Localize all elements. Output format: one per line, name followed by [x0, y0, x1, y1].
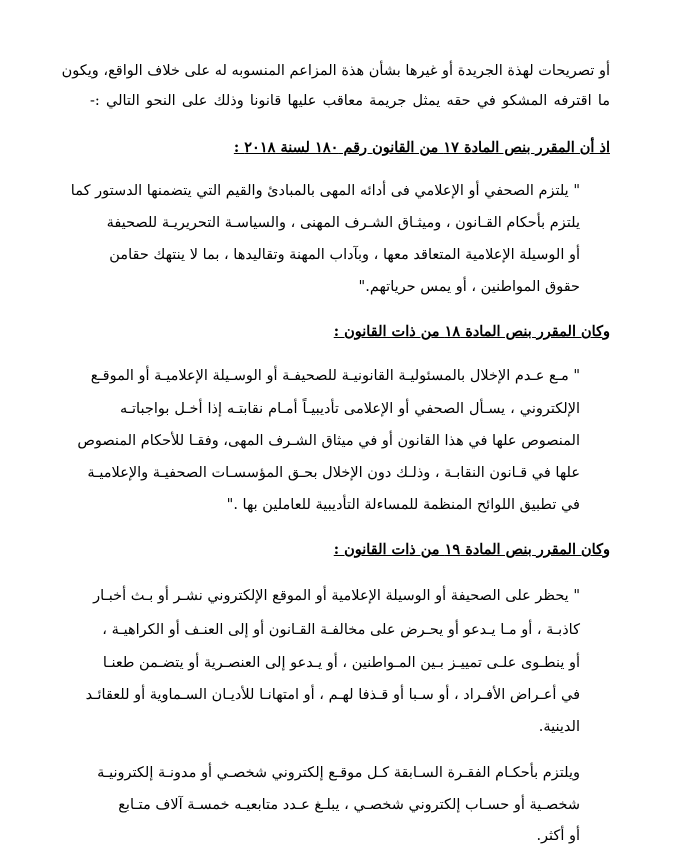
article-18-line-5: في تطبيق اللوائح المنظمة للمساءلة التأديبية للعاملين بها ." — [226, 497, 580, 513]
article-19-line-2: كاذبـة ، أو مـا يـدعو أو يحـرض على مخالفـة القـانون أو إلى العنـف أو الكراهيـة ، — [102, 622, 580, 638]
closing-line-3: أو أكثر. — [536, 828, 580, 844]
article-17-line-3: أو الوسيلة الإعلامية المتعاقد معها ، وبآداب المهنة وتقاليدها ، بما لا ينتهك حقامن — [109, 247, 580, 263]
article-19-heading: وكان المقرر بنص المادة ١٩ من ذات القانون : — [333, 541, 610, 558]
article-19-line-5: الدينية. — [538, 719, 580, 735]
article-19-line-1: " يحظر على الصحيفة أو الوسيلة الإعلامية أو الموقع الإلكتروني نشـر أو بـث أخبـار — [93, 588, 580, 604]
article-17-line-1: " يلتزم الصحفي أو الإعلامي فى أدائه المهى بالمبادئ والقيم التي يتضمنها الدستور كما — [70, 183, 580, 199]
article-17-line-2: يلتزم بأحكام القـانون ، وميثـاق الشـرف المهنى ، والسياسـة التحريريـة للصحيفة — [106, 215, 580, 231]
article-18-line-3: المنصوص علها في هذا القانون أو في ميثاق الشـرف المهى، وفقـا للأحكام المنصوص — [77, 433, 580, 449]
article-18-line-2: الإلكتروني ، يسـأل الصحفي أو الإعلامى تأديبيـاً أمـام نقابتـه إذا أخـل بواجباتـه — [120, 401, 580, 417]
intro-line-2: ما اقترفه المشكو في حقه يمثل جريمة معاقب عليها قانونا وذلك على النحو التالي :- — [90, 93, 610, 109]
article-17-line-4: حقوق المواطنين ، أو يمس حرياتهم." — [358, 279, 580, 295]
article-18-heading: وكان المقرر بنص المادة ١٨ من ذات القانون : — [333, 323, 610, 340]
article-17-heading: اذ أن المقرر بنص المادة ١٧ من القانون رقم ١٨٠ لسنة ٢٠١٨ : — [233, 139, 610, 156]
article-18-line-4: علها في قـانون النقابـة ، وذلـك دون الإخلال بحـق المؤسسـات الصحفيـة والإعلاميـة — [87, 465, 580, 481]
closing-line-1: ويلتزم بأحكـام الفقـرة السـابقة كـل موقـع إلكتروني شخصـي أو مدونـة إلكترونيـة — [97, 765, 580, 781]
article-19-line-3: أو ينطـوى علـى تمييـز بـين المـواطنين ، أو يـدعو إلى العنصـرية أو يتضـمن طعنـا — [102, 655, 580, 671]
article-19-line-4: في أعـراض الأفـراد ، أو سـبا أو قـذفا لهـم ، أو امتهانـا للأديـان السـماوية أو للعقائـد — [85, 687, 580, 703]
closing-line-2: شخصـية أو حسـاب إلكتروني شخصـي ، يبلـغ عـدد متابعيـه خمسـة آلاف متـابع — [118, 797, 580, 813]
intro-line-1: أو تصريحات لهذة الجريدة أو غيرها بشأن هذة المزاعم المنسوبه له على خلاف الواقع، ويكون — [61, 63, 610, 79]
article-18-line-1: " مـع عـدم الإخلال بالمسئوليـة القانونيـة للصحيفـة أو الوسـيلة الإعلاميـة أو الموقـع — [90, 368, 580, 384]
